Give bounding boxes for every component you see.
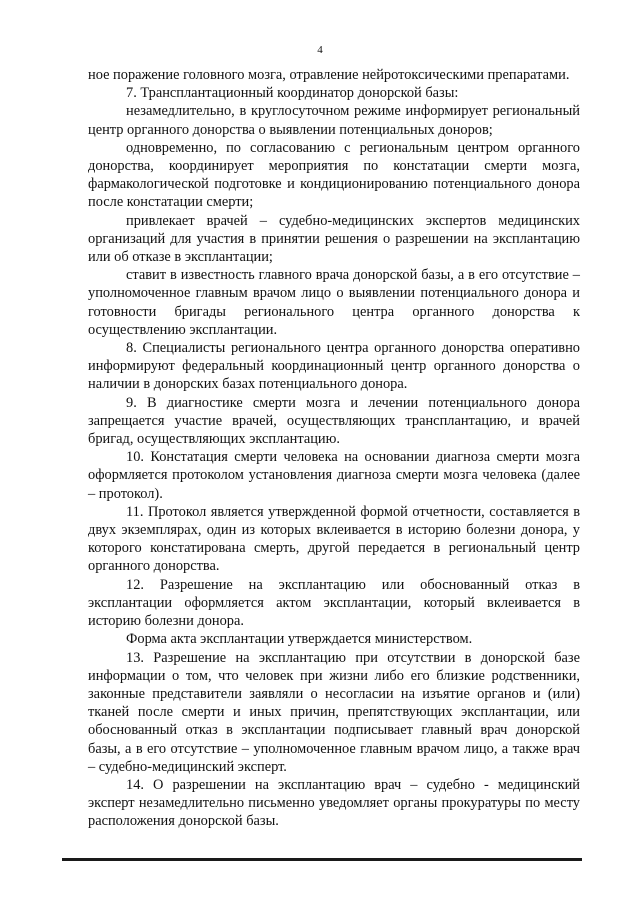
paragraph-notify-chief: ставит в известность главного врача донорской базы, а в его отсутствие – уполномоченное главным врачом лицо о выявлении потенциального донора и готовности бригады регионального центра органного донорства к осуществлению эксплантации. [88, 267, 580, 338]
paragraph-involve-experts: привлекает врачей – судебно-медицинских экспертов медицинских организаций для участия в принятии решения о разрешении на эксплантацию или об отказе в эксплантации; [88, 212, 580, 266]
bottom-rule-divider [62, 858, 582, 861]
paragraph-coordinate: одновременно, по согласованию с региональным центром органного донорства, координирует мероприятия по констатации смерти мозга, фармакологической подготовке и кондиционированию потенциального донора после констатации смерти; [88, 139, 580, 211]
paragraph-item-13: 13. Разрешение на эксплантацию при отсутствии в донорской базе информации о том, что человек при жизни либо его близкие родственники, законные представители заявляли о несогласии на изъятие органов и (или) тканей после смерти и иных причин, препятствующих эксплантации, или обоснованный отказ в эксплантации подписывает главный врач донорской базы, а в его отсутствие – уполномоченное главным врачом лицо, а также врач – судебно-медицинский эксперт. [88, 649, 580, 775]
paragraph-continuation: ное поражение головного мозга, отравление нейротоксическими препаратами. [88, 67, 570, 83]
paragraph-item-14: 14. О разрешении на эксплантацию врач – судебно - медицинский эксперт незамедлительно письменно уведомляет органы прокуратуры по месту расположения донорской базы. [88, 776, 580, 830]
paragraph-item-12: 12. Разрешение на эксплантацию или обоснованный отказ в эксплантации оформляется актом эксплантации, который вклеивается в историю болезни донора. [88, 576, 580, 630]
paragraph-item-9: 9. В диагностике смерти мозга и лечении потенциального донора запрещается участие врачей, осуществляющих трансплантацию, и врачей бригад, осуществляющих эксплантацию. [88, 394, 580, 448]
paragraph-item-11: 11. Протокол является утвержденной формой отчетности, составляется в двух экземплярах, один из которых вклеивается в историю болезни донора, у которого констатирована смерть, другой передается в региональный центр органного донорства. [88, 503, 580, 575]
document-body [88, 66, 580, 831]
page-number: 4 [317, 44, 323, 56]
paragraph-item-10: 10. Констатация смерти человека на основании диагноза смерти мозга оформляется протоколом установления диагноза смерти мозга человека (далее – протокол). [88, 449, 580, 502]
paragraph-item-7: 7. Трансплантационный координатор донорской базы: [126, 85, 459, 102]
paragraph-item-8: 8. Специалисты регионального центра органного донорства оперативно информируют федеральный координационный центр органного донорства о наличии в донорских базах потенциального донора. [88, 340, 580, 393]
paragraph-form-act: Форма акта эксплантации утверждается министерством. [126, 631, 473, 648]
paragraph-inform-center: незамедлительно, в круглосуточном режиме информирует региональный центр органного донорства о выявлении потенциальных доноров; [88, 103, 580, 138]
